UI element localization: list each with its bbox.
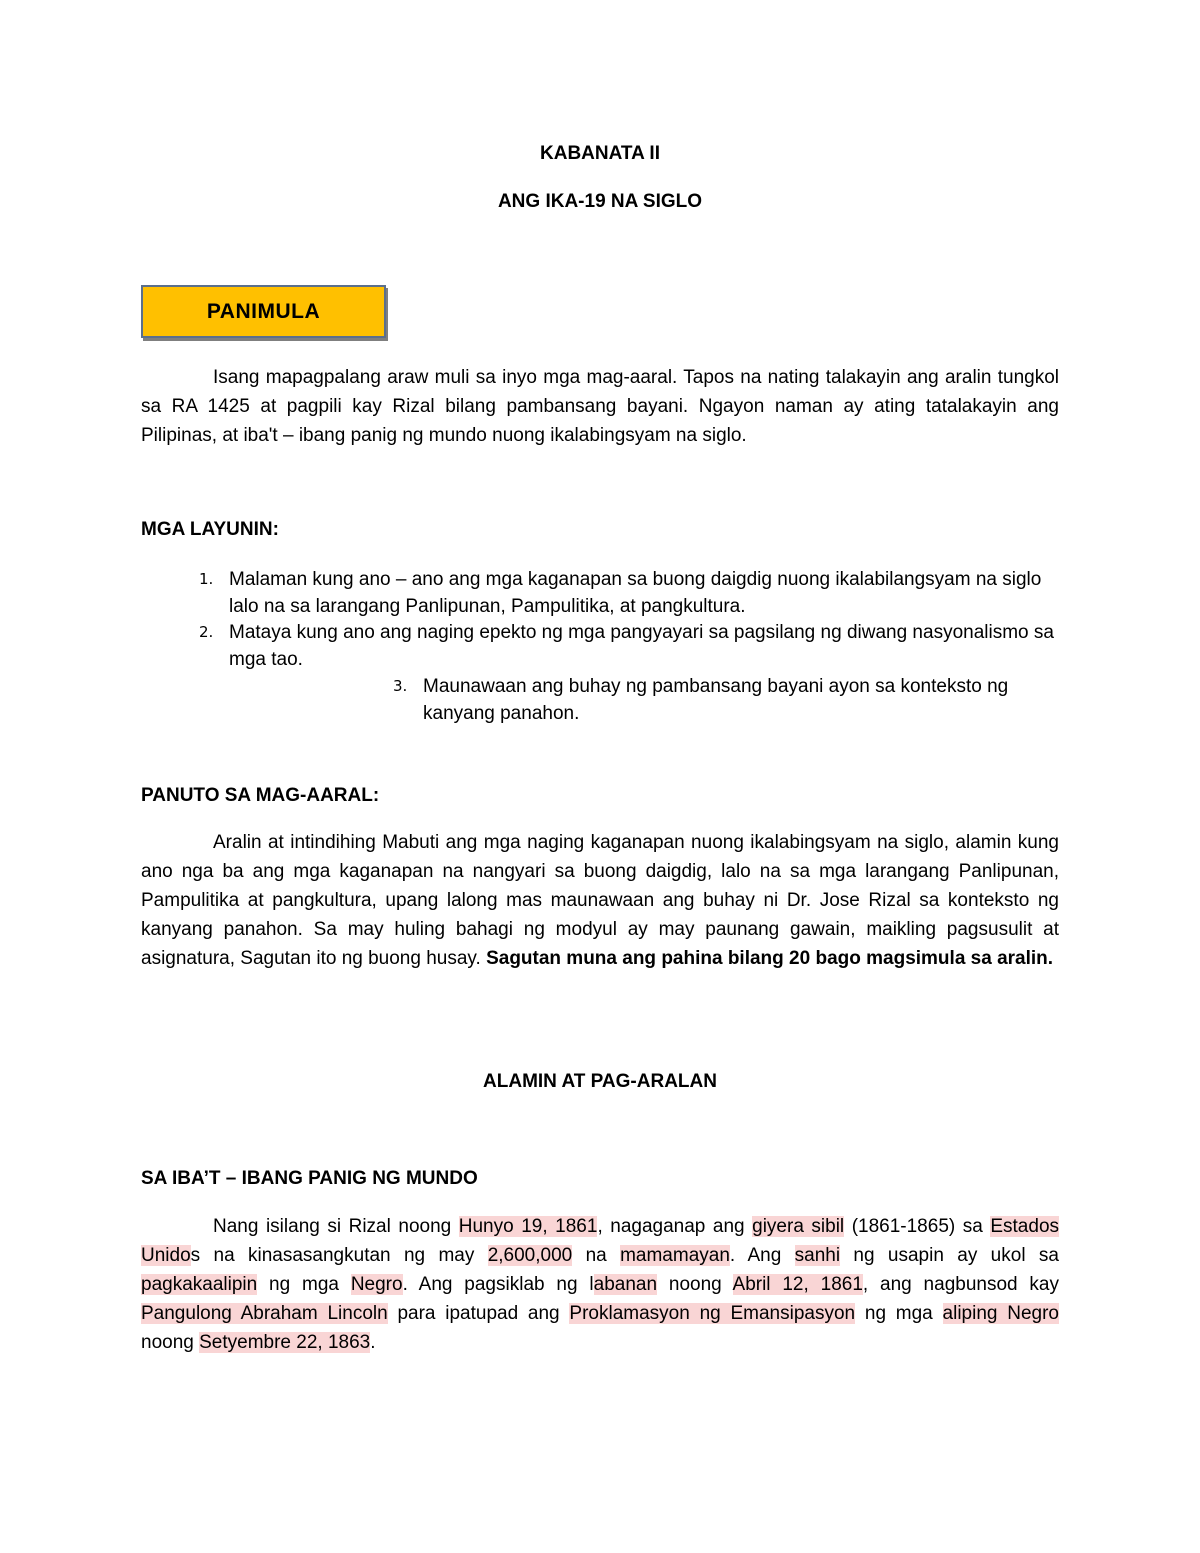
highlighted-text: Abril 12, 1861 <box>732 1274 863 1295</box>
panimula-label: PANIMULA <box>206 299 321 323</box>
highlighted-text: Hunyo 19, 1861 <box>458 1216 598 1237</box>
paragraph-text: Nang isilang si Rizal noong <box>213 1216 459 1237</box>
paragraph-text: na <box>572 1245 621 1266</box>
highlighted-text: Setyembre 22, 1863 <box>199 1332 371 1353</box>
panuto-bold-text: Sagutan muna ang pahina bilang 20 bago magsimula sa aralin. <box>486 948 1054 969</box>
paragraph-text: para ipatupad ang <box>387 1303 570 1324</box>
paragraph-text: ng mga <box>855 1303 943 1324</box>
layunin-item-text: Malaman kung ano – ano ang mga kaganapan sa buong daigdig nuong ikalabilangsyam na siglo lalo na sa larangang Panlipunan, Pampulitika, at pangkultura. <box>229 569 1042 617</box>
highlighted-text: sanhi <box>794 1245 841 1266</box>
paragraph-text: . <box>370 1332 376 1353</box>
highlighted-text: aliping Negro <box>942 1303 1059 1324</box>
highlighted-text: Pangulong Abraham Lincoln <box>141 1303 388 1324</box>
panuto-text: Aralin at intindihing Mabuti ang mga naging kaganapan nuong ikalabingsyam na siglo, alamin kung ano nga ba ang mga kaganapan na nangyari sa buong daigdig, lalo na sa mga larangang Panlipunan, Pampulitika at pangkultura, upang lalong mas maunawaan ang buhay ni Dr. Jose Rizal sa konteksto ng kanyang panahon. Sa may huling bahagi ng modyul ay may paunang gawain, maikling pagsusulit at asignatura, Sagutan ito ng buong husay. <box>141 832 1059 969</box>
paragraph-text: noong <box>657 1274 733 1295</box>
paragraph-text: ng mga <box>257 1274 351 1295</box>
paragraph-text: . Ang <box>729 1245 795 1266</box>
alamin-heading: ALAMIN AT PAG-ARALAN <box>483 1071 717 1092</box>
highlighted-text: pagkakaalipin <box>141 1274 258 1295</box>
layunin-item-text: Mataya kung ano ang naging epekto ng mga pangyayari sa pagsilang ng diwang nasyonalismo sa mga tao. <box>229 622 1054 670</box>
paragraph-text: . Ang pagsiklab ng l <box>402 1274 594 1295</box>
chapter-title: KABANATA II <box>540 143 660 164</box>
mundo-paragraph <box>141 1212 1059 1357</box>
highlighted-text: 2,600,000 <box>487 1245 573 1266</box>
layunin-item-num: 1. <box>199 570 214 588</box>
paragraph-text: , nagaganap ang <box>597 1216 753 1237</box>
paragraph-text: (1861-1865) sa <box>844 1216 991 1237</box>
chapter-subtitle: ANG IKA-19 NA SIGLO <box>497 191 703 212</box>
layunin-item-text: Maunawaan ang buhay ng pambansang bayani ayon sa konteksto ng kanyang panahon. <box>423 676 1009 724</box>
highlighted-text: Proklamasyon ng Emansipasyon <box>569 1303 856 1324</box>
panuto-heading: PANUTO SA MAG-AARAL: <box>141 785 380 806</box>
paragraph-text: noong <box>141 1332 200 1353</box>
layunin-item-1 <box>199 566 1069 620</box>
layunin-item-3 <box>393 673 1071 727</box>
highlighted-text: Negro <box>350 1274 403 1295</box>
mundo-heading: SA IBA’T – IBANG PANIG NG MUNDO <box>141 1168 478 1189</box>
paragraph-text: , ang nagbunsod kay <box>862 1274 1059 1295</box>
layunin-item-num: 2. <box>199 623 214 641</box>
panimula-label-box <box>141 285 386 338</box>
layunin-heading: MGA LAYUNIN: <box>141 519 279 540</box>
panimula-paragraph: Isang mapagpalang araw muli sa inyo mga mag-aaral. Tapos na nating talakayin ang aralin tungkol sa RA 1425 at pagpili kay Rizal bilang pambansang bayani. Ngayon naman ay ating tatalakayin ang Pilipinas, at iba't – ibang panig ng mundo nuong ikalabingsyam na siglo. <box>141 367 1059 446</box>
paragraph-text: s na kinasasangkutan ng may <box>190 1245 488 1266</box>
layunin-item-2 <box>199 619 1069 673</box>
highlighted-text: mamamayan <box>620 1245 730 1266</box>
paragraph-text: ng usapin ay ukol sa <box>840 1245 1059 1266</box>
highlighted-text: Estados Unido <box>141 1216 1060 1266</box>
panuto-paragraph <box>141 828 1059 973</box>
layunin-item-num: 3. <box>393 677 408 695</box>
highlighted-text: giyera sibil <box>752 1216 845 1237</box>
highlighted-text: abanan <box>593 1274 658 1295</box>
